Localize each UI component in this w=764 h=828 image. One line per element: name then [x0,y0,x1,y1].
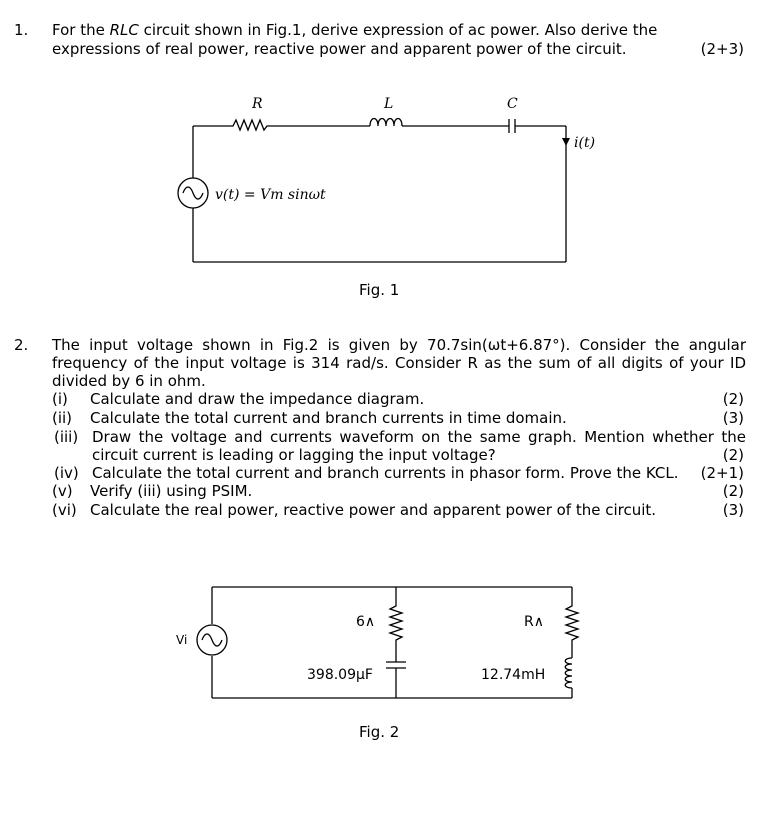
fig1-source-label: v(t) = Vm sinωt [215,187,326,203]
item-iii-text-2: circuit current is leading or lagging the input voltage? [92,446,496,464]
item-v-marks: (2) [722,482,744,500]
item-i-marks: (2) [722,390,744,408]
item-iv-text: Calculate the total current and branch currents in phasor form. Prove the KCL. [92,464,679,482]
question-2-intro-line-2: frequency of the input voltage is 314 rad/s. Consider R as the sum of all digits of your ID [52,354,746,372]
item-v-label: (v) [52,482,73,500]
question-2-intro-line-1: The input voltage shown in Fig.2 is given by 70.7sin(ωt+6.87°). Consider the angular [52,336,746,354]
item-i-label: (i) [52,390,68,408]
question-1-marks: (2+3) [700,40,744,58]
item-vi-marks: (3) [722,501,744,519]
question-1-text-rlc: RLC [109,21,139,39]
item-i-text: Calculate and draw the impedance diagram. [90,390,425,408]
item-vi-text: Calculate the real power, reactive power and apparent power of the circuit. [90,501,657,519]
fig2-resistor-2-label: R∧ [524,614,544,630]
question-1-line-2: expressions of real power, reactive power and apparent power of the circuit. [52,40,627,58]
fig1-label-r: R [252,96,263,112]
fig1-label-current: i(t) [574,135,596,151]
fig2-inductor-label: 12.74mH [481,667,546,683]
fig2-source-label: Vi [176,633,188,647]
item-iii-marks: (2) [722,446,744,464]
item-v-text: Verify (iii) using PSIM. [90,482,253,500]
fig2-capacitor-label: 398.09µF [307,667,373,683]
item-ii-text: Calculate the total current and branch currents in time domain. [90,409,567,427]
item-iii-label: (iii) [54,428,79,446]
item-ii-label: (ii) [52,409,73,427]
fig2-resistor-1-label: 6∧ [356,614,376,630]
item-vi-label: (vi) [52,501,77,519]
figure-2-caption: Fig. 2 [359,723,400,741]
question-1-number: 1. [14,21,29,39]
item-iv-marks: (2+1) [700,464,744,482]
question-1-text-post: circuit shown in Fig.1, derive expression of ac power. Also derive the [138,21,658,39]
fig1-label-c: C [507,96,518,112]
figure-1-caption: Fig. 1 [359,281,400,299]
fig1-label-l: L [384,96,394,112]
item-iv-label: (iv) [54,464,79,482]
question-2-number: 2. [14,336,29,354]
question-2-intro-line-3: divided by 6 in ohm. [52,372,206,390]
item-ii-marks: (3) [722,409,744,427]
item-iii-text: Draw the voltage and currents waveform on the same graph. Mention whether the [92,428,746,446]
question-1-text-pre: For the [52,21,110,39]
